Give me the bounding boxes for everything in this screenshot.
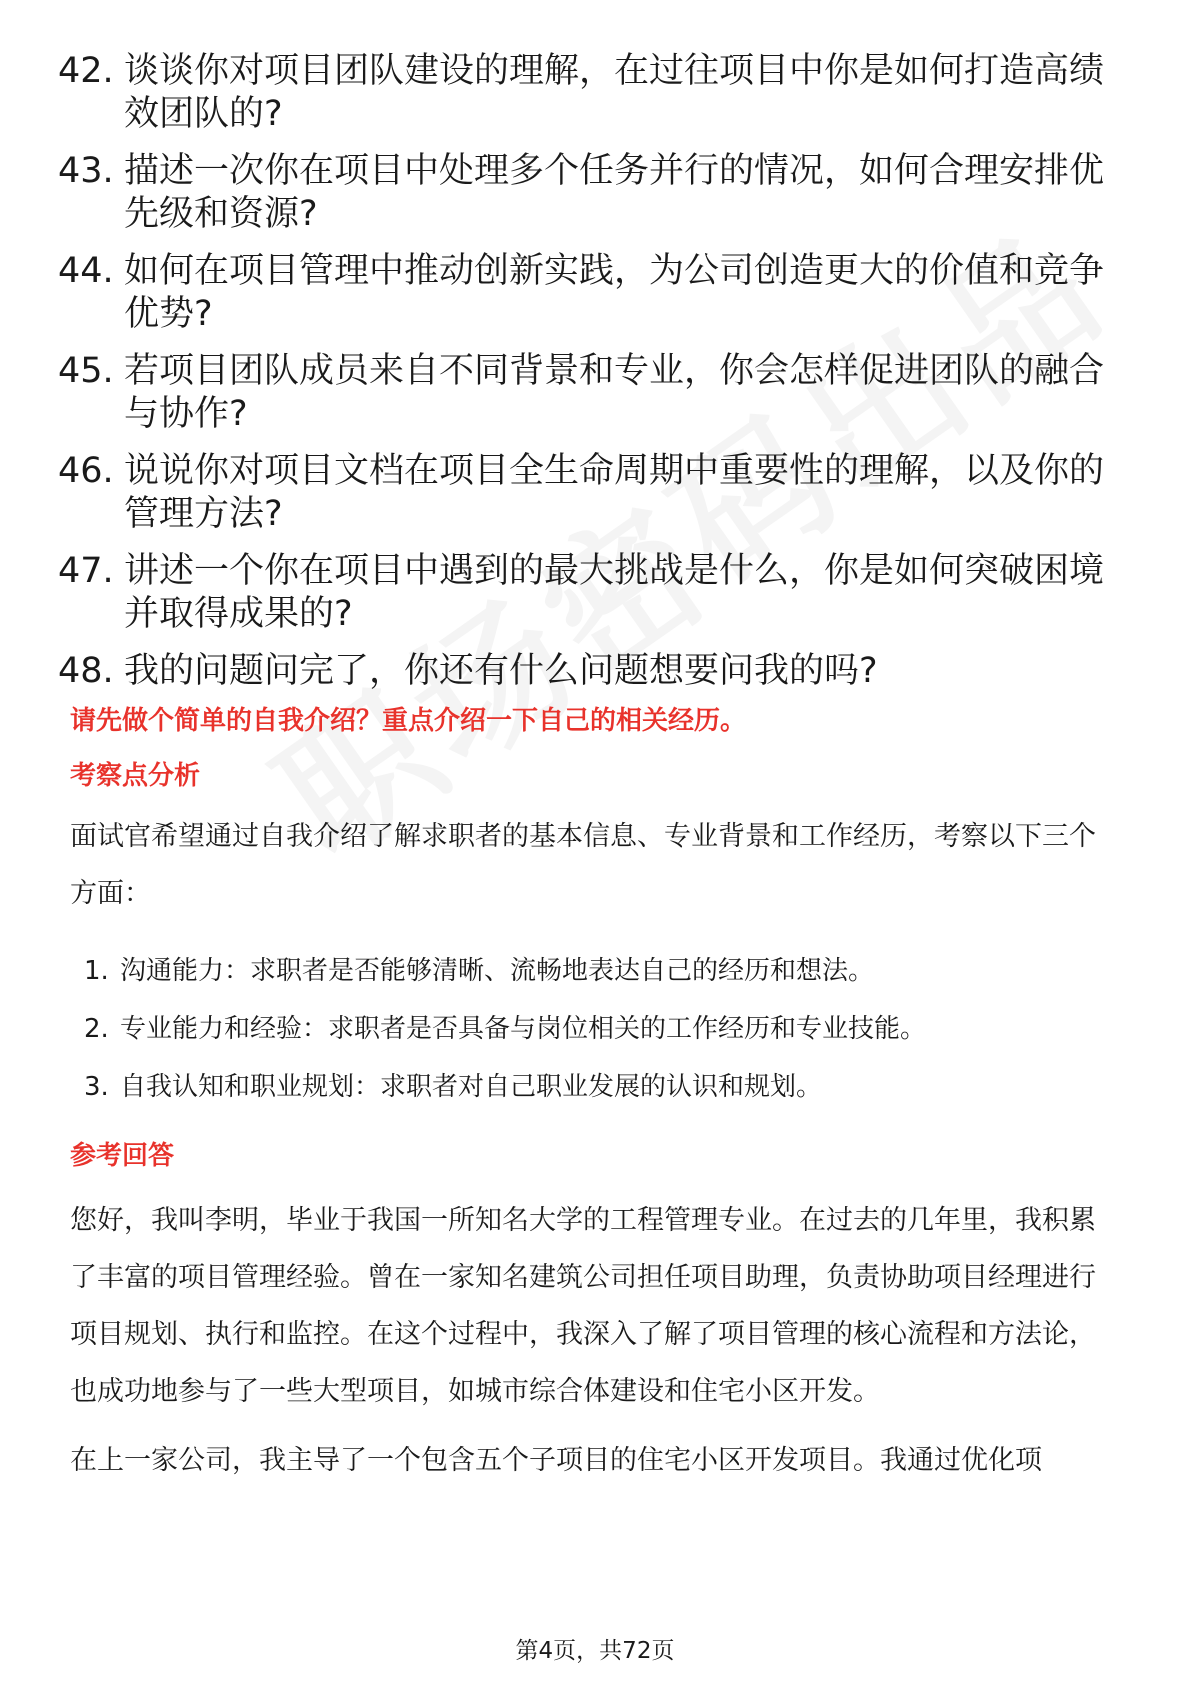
analysis-heading: 考察点分析 [70, 761, 201, 791]
question-number: 45. [58, 351, 114, 391]
interview-question-title: 请先做个简单的自我介绍？重点介绍一下自己的相关经历。 [70, 706, 747, 736]
list-number: 3. [84, 1072, 109, 1102]
question-item [58, 150, 1118, 236]
question-item [58, 50, 1118, 136]
list-item [84, 1058, 1114, 1116]
page-footer: 第4页，共72页 [515, 1638, 675, 1664]
question-number: 46. [58, 451, 114, 491]
question-number: 44. [58, 251, 114, 291]
answer-paragraph: 您好，我叫李明，毕业于我国一所知名大学的工程管理专业。在过去的几年里，我积累了丰富的项目管理经验。曾在一家知名建筑公司担任项目助理，负责协助项目经理进行项目规划、执行和监控。在这个过程中，我深入了解了项目管理的核心流程和方法论，也成功地参与了一些大型项目，如城市综合体建设和住宅小区开发。 [70, 1205, 1096, 1407]
question-text: 描述一次你在项目中处理多个任务并行的情况，如何合理安排优先级和资源? [124, 151, 1105, 234]
list-text: 专业能力和经验：求职者是否具备与岗位相关的工作经历和专业技能。 [120, 1014, 927, 1044]
answer-paragraph: 在上一家公司，我主导了一个包含五个子项目的住宅小区开发项目。我通过优化项 [70, 1445, 1042, 1476]
analysis-points-list [84, 942, 1114, 1116]
question-list [58, 50, 1118, 707]
question-number: 48. [58, 651, 114, 691]
list-text: 自我认知和职业规划：求职者对自己职业发展的认识和规划。 [120, 1072, 823, 1102]
question-text: 我的问题问完了，你还有什么问题想要问我的吗? [124, 651, 878, 691]
list-number: 2. [84, 1014, 109, 1044]
answer-heading: 参考回答 [70, 1141, 175, 1171]
question-text: 如何在项目管理中推动创新实践，为公司创造更大的价值和竞争优势? [124, 251, 1105, 334]
question-number: 42. [58, 51, 114, 91]
question-item [58, 650, 1118, 693]
question-number: 43. [58, 151, 114, 191]
question-text: 谈谈你对项目团队建设的理解，在过往项目中你是如何打造高绩效团队的? [124, 51, 1105, 134]
question-item [58, 250, 1118, 336]
question-text: 讲述一个你在项目中遇到的最大挑战是什么，你是如何突破困境并取得成果的? [124, 551, 1105, 634]
question-item [58, 350, 1118, 436]
analysis-intro: 面试官希望通过自我介绍了解求职者的基本信息、专业背景和工作经历，考察以下三个方面： [70, 821, 1096, 909]
question-text: 说说你对项目文档在项目全生命周期中重要性的理解，以及你的管理方法? [124, 451, 1105, 534]
question-number: 47. [58, 551, 114, 591]
question-item [58, 450, 1118, 536]
list-item [84, 942, 1114, 1000]
question-item [58, 550, 1118, 636]
list-number: 1. [84, 956, 109, 986]
question-text: 若项目团队成员来自不同背景和专业，你会怎样促进团队的融合与协作? [124, 351, 1105, 434]
list-text: 沟通能力：求职者是否能够清晰、流畅地表达自己的经历和想法。 [120, 956, 875, 986]
list-item [84, 1000, 1114, 1058]
